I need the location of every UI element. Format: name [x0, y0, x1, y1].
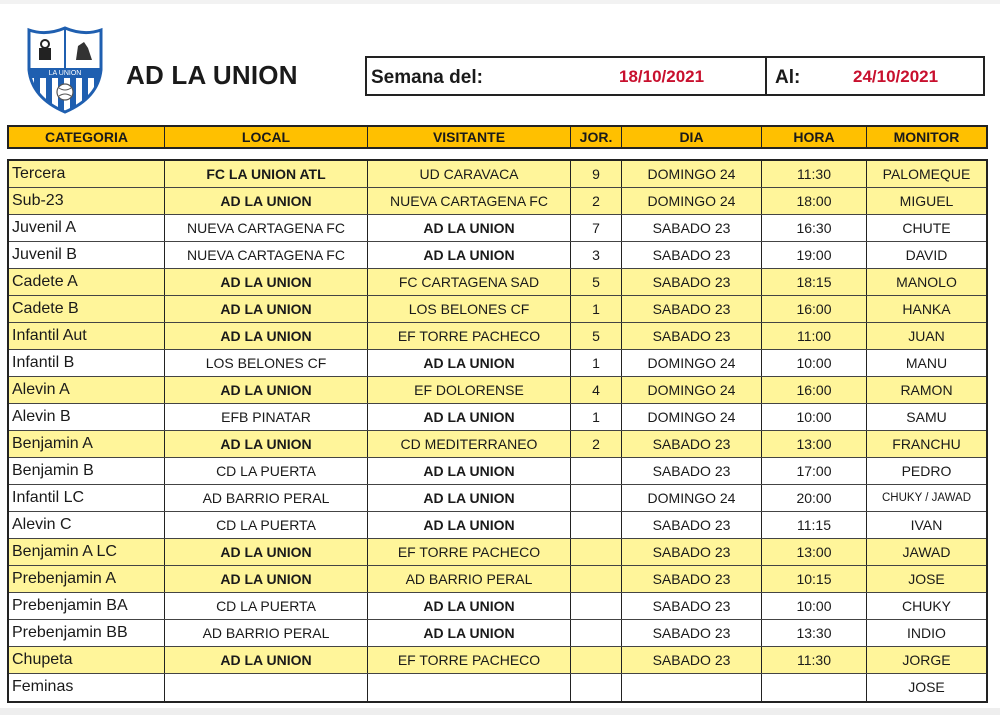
- cell-jornada: 5: [571, 323, 622, 349]
- table-row: [9, 323, 986, 350]
- cell-local: AD LA UNION: [165, 431, 368, 457]
- cell-visitante: AD BARRIO PERAL: [368, 566, 571, 592]
- cell-categoria: Cadete A: [9, 269, 165, 295]
- cell-local: CD LA PUERTA: [165, 593, 368, 619]
- cell-local: AD LA UNION: [165, 269, 368, 295]
- cell-local: CD LA PUERTA: [165, 458, 368, 484]
- cell-dia: SABADO 23: [622, 539, 762, 565]
- match-schedule-table: [7, 159, 988, 703]
- cell-jornada: 9: [571, 161, 622, 187]
- cell-monitor: JAWAD: [902, 544, 951, 560]
- club-crest-logo: [26, 26, 104, 114]
- cell-hora: 16:00: [762, 377, 867, 403]
- table-row: [9, 431, 986, 458]
- cell-categoria: Tercera: [9, 161, 165, 187]
- cell-monitor: PALOMEQUE: [882, 166, 971, 182]
- header-visitante: VISITANTE: [368, 127, 571, 147]
- cell-monitor: PEDRO: [901, 463, 952, 479]
- table-header: [7, 125, 988, 149]
- cell-monitor: MANOLO: [896, 274, 957, 290]
- cell-visitante: LOS BELONES CF: [368, 296, 571, 322]
- cell-jornada: 1: [571, 350, 622, 376]
- cell-local: AD BARRIO PERAL: [165, 485, 368, 511]
- cell-visitante: AD LA UNION: [368, 593, 571, 619]
- table-row: [9, 296, 986, 323]
- cell-local: LOS BELONES CF: [165, 350, 368, 376]
- cell-hora: [762, 674, 867, 701]
- cell-hora: 13:30: [762, 620, 867, 646]
- cell-visitante: AD LA UNION: [368, 620, 571, 646]
- cell-visitante: FC CARTAGENA SAD: [368, 269, 571, 295]
- table-row: [9, 620, 986, 647]
- table-row: [9, 269, 986, 296]
- cell-local: NUEVA CARTAGENA FC: [165, 242, 368, 268]
- header-categoria: CATEGORIA: [9, 127, 165, 147]
- cell-monitor: IVAN: [910, 517, 943, 533]
- cell-jornada: [571, 539, 622, 565]
- cell-visitante: AD LA UNION: [368, 512, 571, 538]
- cell-visitante: AD LA UNION: [368, 458, 571, 484]
- cell-categoria: Alevin A: [9, 377, 165, 403]
- week-to-label: Al:: [775, 67, 801, 88]
- cell-visitante: [368, 674, 571, 701]
- cell-dia: DOMINGO 24: [622, 161, 762, 187]
- cell-monitor: CHUKY: [901, 598, 951, 614]
- cell-visitante: AD LA UNION: [368, 404, 571, 430]
- cell-dia: DOMINGO 24: [622, 485, 762, 511]
- cell-hora: 19:00: [762, 242, 867, 268]
- cell-categoria: Benjamin A: [9, 431, 165, 457]
- cell-local: AD LA UNION: [165, 323, 368, 349]
- table-row: [9, 593, 986, 620]
- cell-dia: SABADO 23: [622, 458, 762, 484]
- cell-categoria: Juvenil B: [9, 242, 165, 268]
- cell-monitor: JORGE: [902, 652, 951, 668]
- cell-categoria: Infantil Aut: [9, 323, 165, 349]
- logo-text: LA UNION: [48, 70, 82, 77]
- week-from-date: 18/10/2021: [619, 67, 705, 86]
- cell-hora: 17:00: [762, 458, 867, 484]
- header-monitor: MONITOR: [893, 129, 960, 145]
- cell-visitante: EF TORRE PACHECO: [368, 539, 571, 565]
- cell-local: FC LA UNION ATL: [165, 161, 368, 187]
- cell-jornada: [571, 566, 622, 592]
- cell-monitor: DAVID: [905, 247, 948, 263]
- cell-categoria: Sub-23: [9, 188, 165, 214]
- cell-local: AD LA UNION: [165, 296, 368, 322]
- cell-local: AD LA UNION: [165, 377, 368, 403]
- header-hora: HORA: [762, 127, 867, 147]
- cell-monitor: INDIO: [907, 625, 946, 641]
- cell-categoria: Benjamin A LC: [9, 539, 165, 565]
- cell-local: AD LA UNION: [165, 647, 368, 673]
- cell-dia: SABADO 23: [622, 431, 762, 457]
- cell-categoria: Feminas: [9, 674, 165, 701]
- table-row: [9, 566, 986, 593]
- cell-hora: 13:00: [762, 431, 867, 457]
- header-jornada: JOR.: [571, 127, 622, 147]
- week-range-box: [365, 56, 985, 96]
- cell-jornada: [571, 593, 622, 619]
- cell-local: AD LA UNION: [165, 539, 368, 565]
- cell-jornada: 4: [571, 377, 622, 403]
- cell-monitor: SAMU: [906, 409, 947, 425]
- table-row: [9, 674, 986, 701]
- table-row: [9, 512, 986, 539]
- cell-monitor: JOSE: [908, 571, 945, 587]
- week-to-date: 24/10/2021: [853, 67, 939, 86]
- cell-monitor: RAMON: [900, 382, 953, 398]
- cell-dia: DOMINGO 24: [622, 188, 762, 214]
- cell-local: AD LA UNION: [165, 188, 368, 214]
- header-local: LOCAL: [165, 127, 368, 147]
- cell-jornada: [571, 485, 622, 511]
- cell-jornada: 1: [571, 404, 622, 430]
- table-row: [9, 647, 986, 674]
- cell-visitante: CD MEDITERRANEO: [368, 431, 571, 457]
- cell-visitante: EF DOLORENSE: [368, 377, 571, 403]
- cell-jornada: [571, 647, 622, 673]
- cell-monitor: FRANCHU: [892, 436, 961, 452]
- cell-categoria: Prebenjamin BB: [9, 620, 165, 646]
- cell-dia: DOMINGO 24: [622, 377, 762, 403]
- cell-monitor: CHUTE: [902, 220, 951, 236]
- cell-dia: [622, 674, 762, 701]
- cell-dia: SABADO 23: [622, 296, 762, 322]
- cell-hora: 18:00: [762, 188, 867, 214]
- table-row: [9, 539, 986, 566]
- cell-jornada: 5: [571, 269, 622, 295]
- cell-categoria: Infantil LC: [9, 485, 165, 511]
- table-row: [9, 350, 986, 377]
- cell-jornada: [571, 674, 622, 701]
- cell-dia: SABADO 23: [622, 593, 762, 619]
- cell-visitante: EF TORRE PACHECO: [368, 647, 571, 673]
- table-row: [9, 377, 986, 404]
- cell-hora: 16:30: [762, 215, 867, 241]
- cell-visitante: AD LA UNION: [368, 350, 571, 376]
- cell-local: [165, 674, 368, 701]
- cell-categoria: Juvenil A: [9, 215, 165, 241]
- cell-hora: 11:00: [762, 323, 867, 349]
- cell-local: AD BARRIO PERAL: [165, 620, 368, 646]
- cell-hora: 10:00: [762, 593, 867, 619]
- cell-jornada: [571, 620, 622, 646]
- table-row: [9, 458, 986, 485]
- cell-visitante: AD LA UNION: [368, 485, 571, 511]
- cell-visitante: AD LA UNION: [368, 242, 571, 268]
- cell-visitante: UD CARAVACA: [368, 161, 571, 187]
- table-row: [9, 404, 986, 431]
- cell-hora: 16:00: [762, 296, 867, 322]
- cell-dia: SABADO 23: [622, 566, 762, 592]
- cell-hora: 13:00: [762, 539, 867, 565]
- cell-dia: DOMINGO 24: [622, 404, 762, 430]
- cell-hora: 11:30: [762, 647, 867, 673]
- cell-dia: SABADO 23: [622, 269, 762, 295]
- cell-hora: 18:15: [762, 269, 867, 295]
- cell-categoria: Infantil B: [9, 350, 165, 376]
- cell-monitor: HANKA: [902, 301, 951, 317]
- cell-jornada: 2: [571, 188, 622, 214]
- cell-monitor: CHUKY / JAWAD: [881, 492, 972, 504]
- cell-dia: SABADO 23: [622, 323, 762, 349]
- cell-hora: 10:15: [762, 566, 867, 592]
- cell-categoria: Alevin C: [9, 512, 165, 538]
- table-row: [9, 485, 986, 512]
- bottom-border: [0, 708, 1000, 715]
- cell-jornada: 3: [571, 242, 622, 268]
- cell-visitante: NUEVA CARTAGENA FC: [368, 188, 571, 214]
- cell-visitante: AD LA UNION: [368, 215, 571, 241]
- cell-dia: SABADO 23: [622, 620, 762, 646]
- cell-dia: SABADO 23: [622, 215, 762, 241]
- cell-monitor: JUAN: [908, 328, 945, 344]
- table-row: [9, 161, 986, 188]
- cell-hora: 10:00: [762, 404, 867, 430]
- cell-jornada: 1: [571, 296, 622, 322]
- cell-local: CD LA PUERTA: [165, 512, 368, 538]
- cell-dia: DOMINGO 24: [622, 350, 762, 376]
- cell-jornada: [571, 458, 622, 484]
- cell-dia: SABADO 23: [622, 512, 762, 538]
- cell-monitor: JOSE: [908, 679, 945, 695]
- cell-local: AD LA UNION: [165, 566, 368, 592]
- cell-local: NUEVA CARTAGENA FC: [165, 215, 368, 241]
- cell-dia: SABADO 23: [622, 647, 762, 673]
- cell-visitante: EF TORRE PACHECO: [368, 323, 571, 349]
- cell-categoria: Cadete B: [9, 296, 165, 322]
- cell-dia: SABADO 23: [622, 242, 762, 268]
- table-row: [9, 215, 986, 242]
- cell-categoria: Benjamin B: [9, 458, 165, 484]
- cell-local: EFB PINATAR: [165, 404, 368, 430]
- cell-monitor: MANU: [905, 355, 948, 371]
- cell-hora: 11:30: [762, 161, 867, 187]
- cell-hora: 10:00: [762, 350, 867, 376]
- header-dia: DIA: [622, 127, 762, 147]
- cell-categoria: Alevin B: [9, 404, 165, 430]
- cell-jornada: 2: [571, 431, 622, 457]
- cell-categoria: Prebenjamin A: [9, 566, 165, 592]
- week-from-label: Semana del:: [371, 67, 483, 88]
- top-border: [0, 0, 1000, 4]
- cell-categoria: Chupeta: [9, 647, 165, 673]
- cell-jornada: [571, 512, 622, 538]
- table-row: [9, 188, 986, 215]
- cell-hora: 11:15: [762, 512, 867, 538]
- club-title: AD LA UNION: [126, 60, 298, 90]
- table-row: [9, 242, 986, 269]
- cell-hora: 20:00: [762, 485, 867, 511]
- cell-monitor: MIGUEL: [899, 193, 954, 209]
- cell-categoria: Prebenjamin BA: [9, 593, 165, 619]
- cell-jornada: 7: [571, 215, 622, 241]
